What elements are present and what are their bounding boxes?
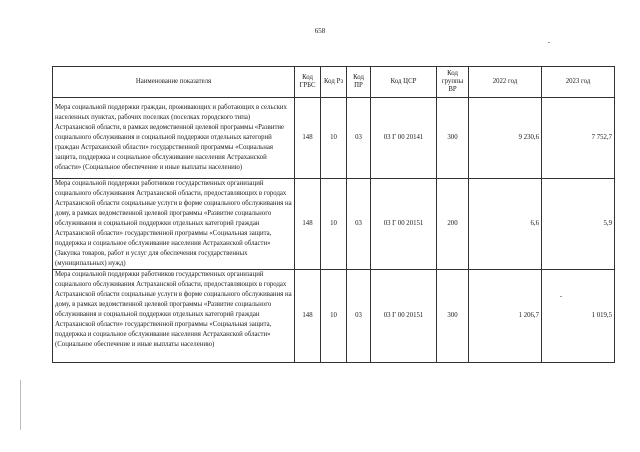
scan-margin-mark xyxy=(20,380,21,430)
row-grbs: 148 xyxy=(295,98,321,179)
row-grbs: 148 xyxy=(295,179,321,270)
row-vr: 200 xyxy=(437,179,469,270)
table-row xyxy=(53,179,615,270)
table-header-row xyxy=(53,67,615,98)
header-rz: Код Рз xyxy=(321,67,347,98)
row-name: Мера социальной поддержки работников государственных организаций социального обслуживания Астраханской области, предоставляющих в городах Астраханской области социальные услуги в форме социального обслуживания на дому, в рамках ведомственной целевой программы «Развитие социального обслуживания и социальной поддержки отдельных категорий граждан Астраханской области» государственной программы «Социальная защита, поддержка и социальное обслуживание населения Астраханской области» (Закупка товаров, работ и услуг для обеспечения государственных (муниципальных) нужд) xyxy=(53,179,295,270)
header-csr: Код ЦСР xyxy=(371,67,437,98)
row-rz: 10 xyxy=(321,98,347,179)
row-2023: 7 752,7 xyxy=(542,98,615,179)
row-pr: 03 xyxy=(347,179,371,270)
row-2022: 1 206,7 xyxy=(469,270,542,363)
row-csr: 03 Г 00 20151 xyxy=(371,270,437,363)
row-vr: 300 xyxy=(437,98,469,179)
row-csr: 03 Г 00 20141 xyxy=(371,98,437,179)
page-number: 658 xyxy=(314,27,326,35)
header-name: Наименование показателя xyxy=(53,67,295,98)
row-grbs: 148 xyxy=(295,270,321,363)
row-2023: 1 019,5 xyxy=(542,270,615,363)
row-2023: 5,9 xyxy=(542,179,615,270)
header-2022: 2022 год xyxy=(469,67,542,98)
scan-speck xyxy=(548,42,550,43)
row-vr: 300 xyxy=(437,270,469,363)
row-rz: 10 xyxy=(321,270,347,363)
table-row xyxy=(53,98,615,179)
header-vr: Код группы ВР xyxy=(437,67,469,98)
table-row xyxy=(53,270,615,363)
row-pr: 03 xyxy=(347,270,371,363)
row-name: Мера социальной поддержки граждан, проживающих и работающих в сельских населенных пунктах, рабочих поселках (поселках городского типа) Астраханской области, в рамках ведомственной целевой программы «Развитие социального обслуживания и социальной поддержки отдельных категорий граждан Астраханской области» государственной программы «Социальная защита, поддержка и социальное обслуживание населения Астраханской области» (Социальное обеспечение и иные выплаты населению) xyxy=(53,98,295,179)
header-pr: Код ПР xyxy=(347,67,371,98)
budget-table xyxy=(52,66,615,363)
row-pr: 03 xyxy=(347,98,371,179)
header-2023: 2023 год xyxy=(542,67,615,98)
row-name: Мера социальной поддержки работников государственных организаций социального обслуживания Астраханской области, предоставляющих в городах Астраханской области социальные услуги в форме социального обслуживания на дому, в рамках ведомственной целевой программы «Развитие социального обслуживания и социальной поддержки отдельных категорий граждан Астраханской области» государственной программы «Социальная защита, поддержка и социальное обслуживание населения Астраханской области» (Социальное обеспечение и иные выплаты населению) xyxy=(53,270,295,363)
scan-speck xyxy=(560,296,562,297)
header-grbs: Код ГРБС xyxy=(295,67,321,98)
row-csr: 03 Г 00 20151 xyxy=(371,179,437,270)
row-rz: 10 xyxy=(321,179,347,270)
row-2022: 9 230,6 xyxy=(469,98,542,179)
row-2022: 6,6 xyxy=(469,179,542,270)
